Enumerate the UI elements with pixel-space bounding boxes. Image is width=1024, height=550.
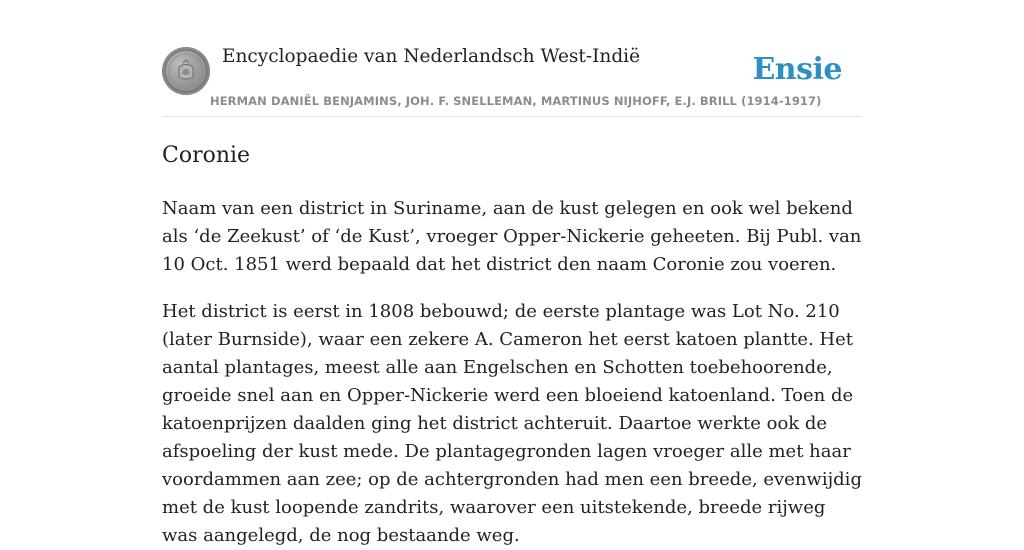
coin-seal-icon[interactable] <box>162 47 210 95</box>
book-title[interactable]: Encyclopaedie van Nederlandsch West-Indië <box>222 46 641 67</box>
book-authors: HERMAN DANIËL BENJAMINS, JOH. F. SNELLEMAN, MARTINUS NIJHOFF, E.J. BRILL (1914-1917) <box>210 94 822 108</box>
book-header <box>162 0 862 117</box>
content-column <box>162 0 862 550</box>
entry-paragraph: Naam van een district in Suriname, aan de kust gelegen en ook wel bekend als ‘de Zeekust’ of ‘de Kust’, vroeger Opper-Nickerie geheeten. Bij Publ. van 10 Oct. 1851 werd bepaald dat het district den naam Coronie zou voeren. <box>162 198 862 275</box>
entry-title: Coronie <box>162 143 251 168</box>
ensie-logo-link[interactable]: Ensie <box>752 52 842 87</box>
entry-paragraph: Het district is eerst in 1808 bebouwd; de eerste plantage was Lot No. 210 (later Burnside), waar een zekere A. Cameron het eerst katoen plantte. Het aantal plantages, meest alle aan Engelschen en Schotten toebehoorende, groeide snel aan en Opper-Nickerie werd een bloeiend katoenland. Toen de katoenprijzen daalden ging het district achteruit. Daartoe werkte ook de afspoeling der kust mede. De plantagegronden lagen vroeger alle met haar voordammen aan zee; op de achtergronden had men een breede, evenwijdig met de kust loopende zandrits, waarover een uitstekende, breede rijweg was aangelegd, de nog bestaande weg. <box>162 301 862 546</box>
